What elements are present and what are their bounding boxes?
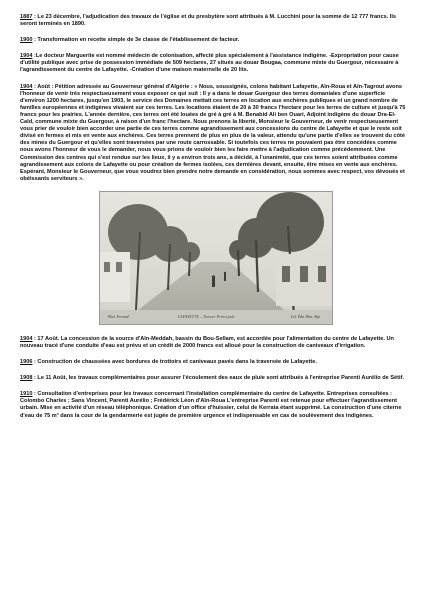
entry-1900 [20, 37, 408, 44]
entry-text: :Le docteur Marguerite est nommé médecin de colonisation, affecté plus spécialement à l'assistance indigène. -Expropriation pour cause d'utilité publique avec prise de possession immédiate de 509 hectares, 27 situés au douar Bougaa, commune mixte du Guergour, nécessaire à l'agrandissement du centre de Lafayette. -Création d'une maison maternelle de 20 lits. [20, 53, 399, 74]
entry-1906 [20, 359, 408, 366]
entry-1904-petition [20, 84, 408, 183]
entry-year: 1887 [20, 14, 33, 20]
street-scene-image [100, 192, 332, 324]
entry-1887 [20, 14, 408, 28]
entry-year: 1910 [20, 391, 33, 398]
entry-text: : Août : Pétition adressée au Gouverneur général d'Algérie : « Nous, soussignés, colons habitant Lafayette, Aïn-Roua et Aïn-Tagrout avons l'honneur de venir très respectueusement vous exposer ce qui suit : Il y a dans le douar Guergour des terres domaniales d'une superficie d'environ 1200 hectares, jusqu'en 1903, le service des Domaines mettait ces terres en location aux enchères publiques et un grand nombre de familles européennes et indigènes vivaient sur ces terres. Les locations étaient de 20 à 30 francs l'hectare pour les terres de culture et jusqu'à 75 francs pour les prairies. L'année dernière, ces terres ont été louées de gré à gré à M. Benabid Ali ben Ouari, Adjoint indigène du douar Dra-El-Caïd, commune mixte du Guergour, à raison d'un franc l'hectare. Nous prenons la liberté, Monsieur le Gouverneur, de venir respectueusement vous prier de vouloir bien accorder une partie de ces terres comme agrandissement aux concessions du centre de Lafayette et que le reste soit divisé en fermes et mis en vente aux enchères. Ces terres prennent de plus en plus de la valeur, attendu qu'une partie d'elles se trouvent du côté des mines du Guergour et qu'elles sont traversées par une route carrossable. Si toutefois ces terres ne pouvaient pas être concédées comme nous avons l'honneur de vous le demander, nous vous prions de vouloir bien les faire mettre à l'adjudication comme précédemment. Une Commission des centres qui s'est rendue sur les lieux, il y a environ trois ans, a décidé, à l'unanimité, que ces terres soient attribuées comme agrandissement aux colons de Lafayette ou pour création de fermes isolées, ces dernières devant, ensuite, être mises en vente aux enchères. Espérant, Monsieur le Gouverneur, que vous voudrez bien prendre notre demande en considération, nous sommes avec respect, vos dévoués et obéissants serviteurs ». [20, 83, 406, 182]
photo-caption: LAFAYETTE – Avenue Principale [178, 314, 235, 319]
entry-1910 [20, 391, 408, 419]
entry-1908 [20, 375, 408, 382]
entry-text: : 17 Août. La concession de la source d'Aïn-Meddah, bassin du Bou-Sellam, est accordée pour l'alimentation du centre de Lafayette. Un nouveau tracé d'une conduite d'eau est prévu et un crédit de 2000 francs est alloué pour la construction de caniveaux d'irrigation. [20, 335, 394, 349]
entry-text: : Construction de chaussées avec bordures de trottoirs et caniveaux pavés dans la traversée de Lafayette. [32, 359, 317, 366]
photo-publisher: Col. Édit. Phot. Alpi [290, 314, 320, 319]
entry-year: 1908 [20, 375, 33, 382]
entry-text: : Transformation en recette simple de 3e classe de l'établissement de facteur. [32, 37, 240, 44]
historic-street-photo [100, 192, 332, 324]
document-page [20, 14, 408, 429]
photo-credit: Phot. Ferrand [108, 314, 129, 319]
entry-year: 1900 [20, 37, 33, 44]
entry-text: : Le 11 Août, les travaux complémentaires pour assurer l'écoulement des eaux de pluie sont attribués à l'entreprise Parenti Aurélio de Sétif. [32, 375, 405, 382]
entry-year: 1906 [20, 359, 33, 366]
entry-1904-doctor [20, 53, 408, 74]
entry-year: 1904 [20, 335, 33, 342]
entry-text: : Consultation d'entreprises pour les travaux concernant l'installation complémentaire du centre de Lafayette. Entreprises consultées : Colombo Charles ; Sans Vincent, Parenti Aurélio ; Frédérick Léon d'Aïn-Roua L'entreprise Parenti est retenue pour effectuer l'agrandissement urbain. Mise en activité d'un réseau téléphonique. Création d'un office d'huissier, celui de Kerrata étant supprimé. La construction d'une citerne d'eau de 75 m³ dans la cour de la gendarmerie est jugée de première urgence et indispensable en cas de soulèvement des indigènes. [20, 391, 402, 419]
entry-year: 1904 [20, 53, 33, 60]
entry-year: 1904 [20, 83, 33, 90]
entry-1904-source [20, 336, 408, 350]
entry-text: : Le 23 décembre, l'adjudication des travaux de l'église et du presbytère sont attribués à M. Lucchini pour la somme de 12 777 francs. Ils seront terminés en 1890. [20, 14, 397, 28]
